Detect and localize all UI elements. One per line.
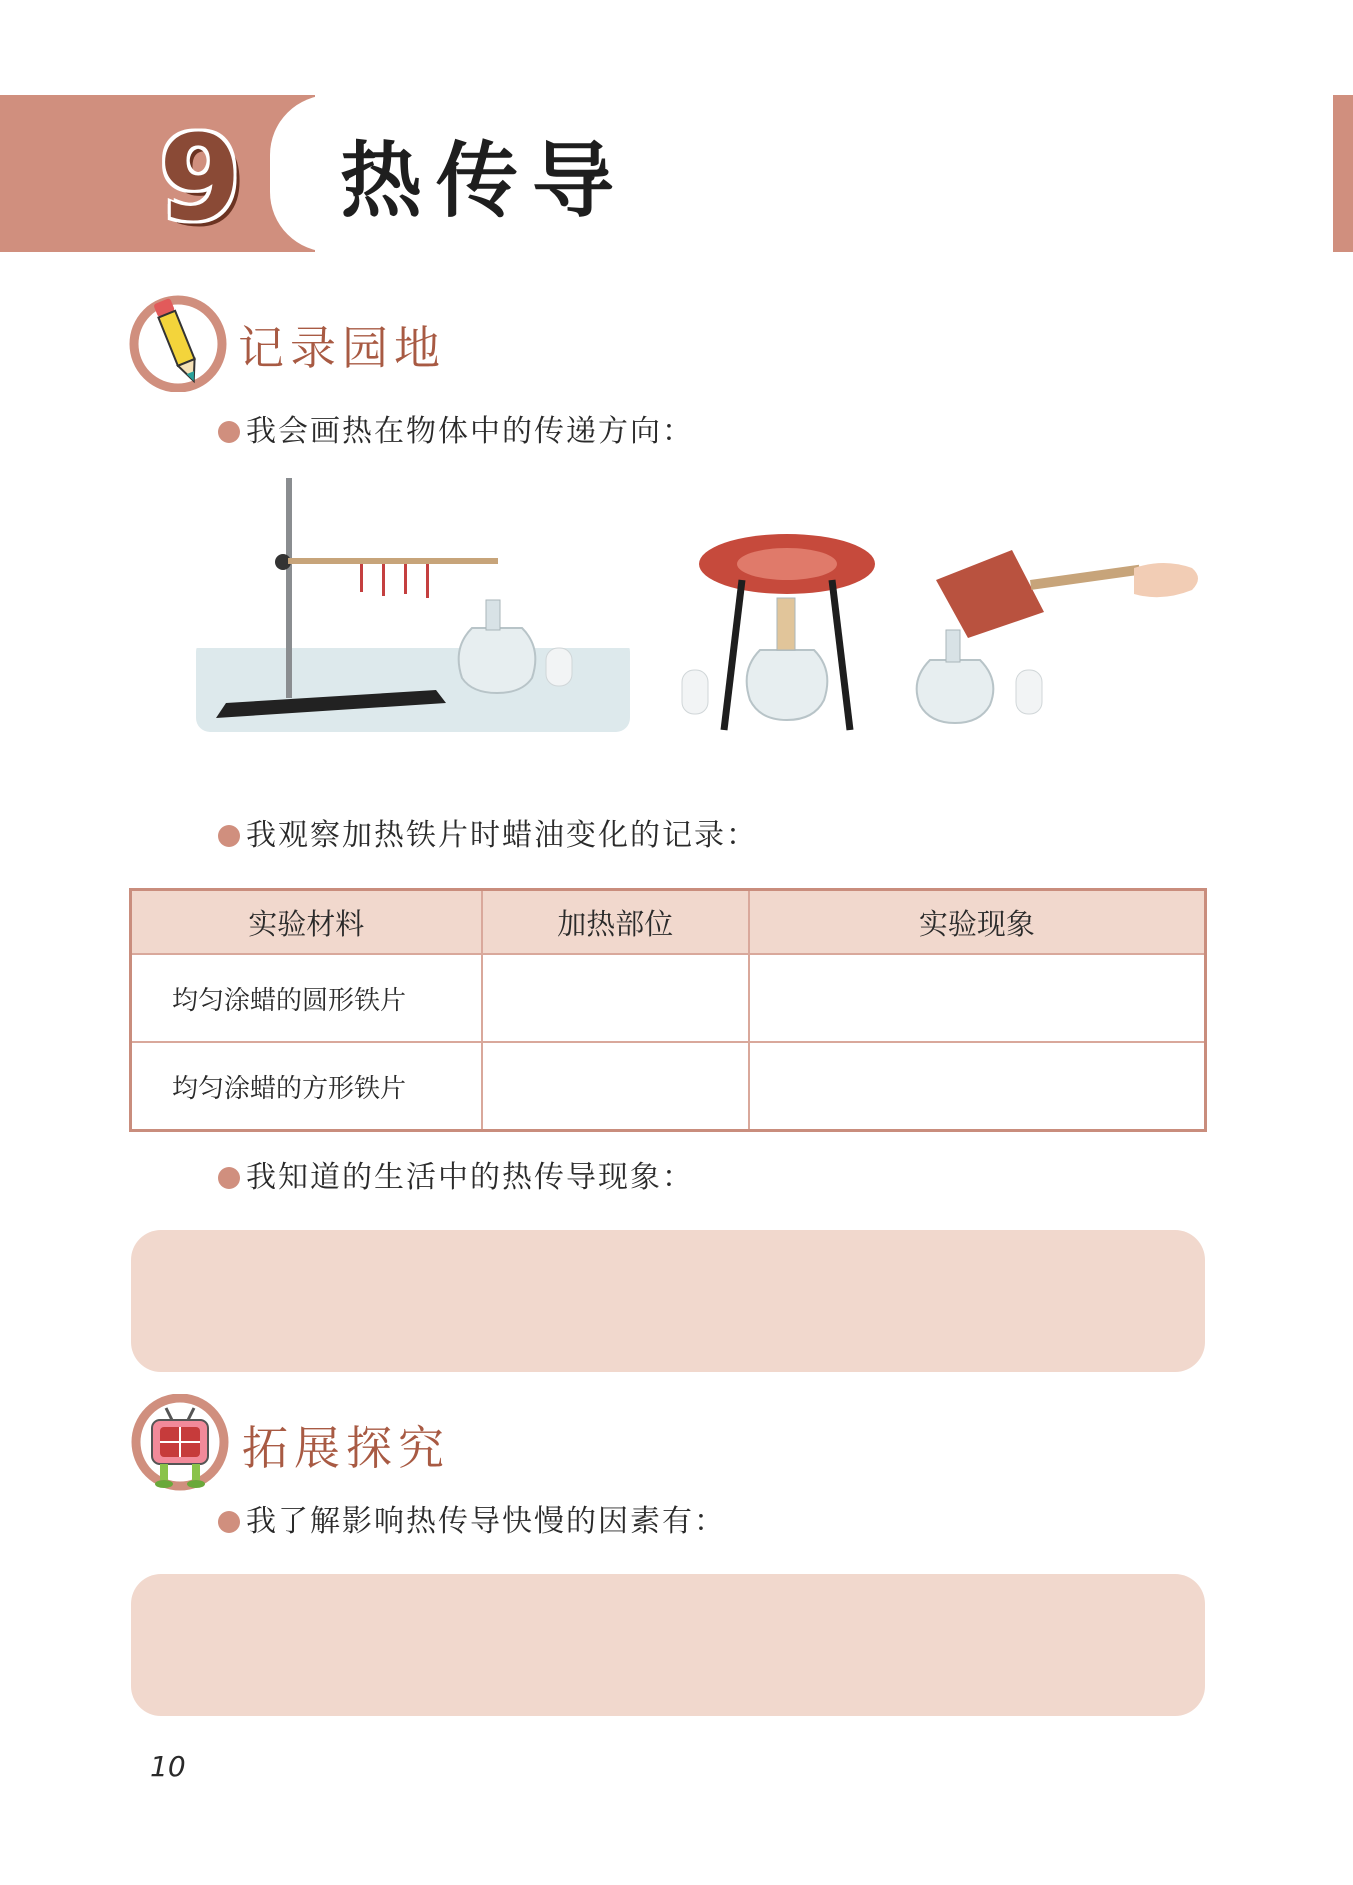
lesson-title: 热传导 [340, 134, 629, 229]
table-header-row [131, 890, 1206, 955]
section-title-extension: 拓展探究 [242, 1421, 450, 1475]
table-cell-phenomenon[interactable] [749, 1042, 1206, 1131]
page-number: 10 [150, 1750, 186, 1783]
record-table [129, 888, 1207, 1132]
table-header-material: 实验材料 [131, 890, 482, 955]
table-row [131, 1042, 1206, 1131]
photo-rod-experiment [196, 478, 630, 732]
pencil-icon [128, 292, 228, 392]
table-header-phenomenon: 实验现象 [749, 890, 1206, 955]
photo-round-plate-experiment [672, 530, 882, 736]
prompt-text: 我会画热在物体中的传递方向： [246, 414, 694, 449]
prompt-factors [218, 1502, 726, 1542]
table-cell-material: 均匀涂蜡的圆形铁片 [131, 954, 482, 1042]
answer-box-factors[interactable] [131, 1574, 1205, 1716]
lesson-number: 9 [158, 109, 242, 247]
answer-box-life[interactable] [131, 1230, 1205, 1372]
prompt-life-phenomena [218, 1158, 694, 1198]
bullet-dot [218, 1167, 240, 1189]
table-cell-material: 均匀涂蜡的方形铁片 [131, 1042, 482, 1131]
header-right-bar [1333, 95, 1353, 252]
bullet-dot [218, 421, 240, 443]
bullet-dot [218, 825, 240, 847]
tv-robot-icon [130, 1394, 230, 1494]
bullet-dot [218, 1511, 240, 1533]
table-row [131, 954, 1206, 1042]
table-header-position: 加热部位 [482, 890, 749, 955]
section-title-record: 记录园地 [238, 321, 446, 375]
prompt-text: 我观察加热铁片时蜡油变化的记录： [246, 818, 758, 853]
table-cell-position[interactable] [482, 1042, 749, 1131]
table-cell-phenomenon[interactable] [749, 954, 1206, 1042]
prompt-wax-record [218, 816, 758, 856]
prompt-heat-direction [218, 412, 694, 452]
prompt-text: 我知道的生活中的热传导现象： [246, 1160, 694, 1195]
table-cell-position[interactable] [482, 954, 749, 1042]
photo-square-plate-experiment [912, 540, 1204, 732]
prompt-text: 我了解影响热传导快慢的因素有： [246, 1504, 726, 1539]
